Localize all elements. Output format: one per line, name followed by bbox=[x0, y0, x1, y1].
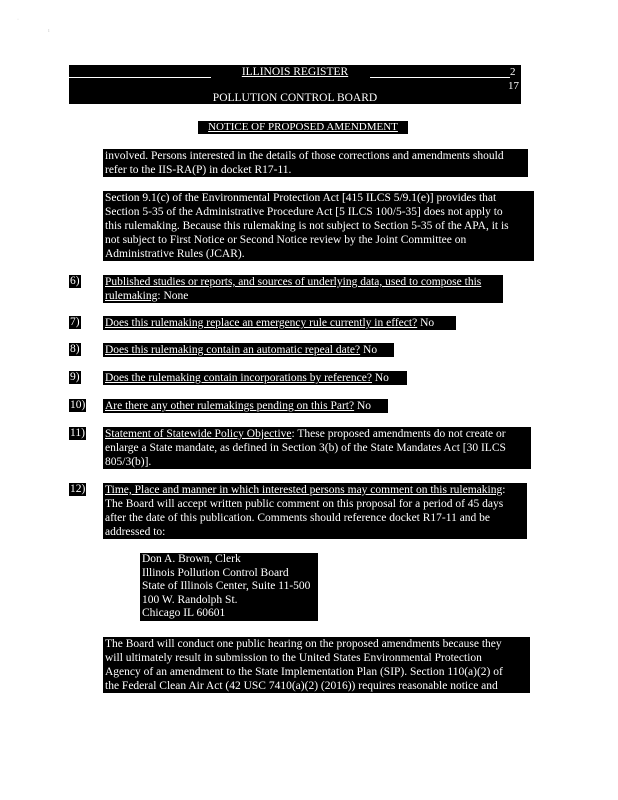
item-number-12: 12) bbox=[70, 483, 86, 495]
scan-speck: · bbox=[17, 17, 19, 23]
item-8-text: Does this rulemaking contain an automatic repeal date? No bbox=[103, 343, 394, 357]
item-12-text: Time, Place and manner in which interested persons may comment on this rulemaking: The Board will accept written public comment on this proposal for a period of 45 days after the date of this publication. Comments should reference docket R17-11 and be addressed to: bbox=[103, 483, 527, 539]
intro-paragraph: involved. Persons interested in the details of those corrections and amendments should refer to the IIS-RA(P) in docket R17-11. bbox=[103, 149, 528, 177]
scan-speck: ı bbox=[48, 28, 50, 34]
item-number-6: 6) bbox=[70, 275, 80, 287]
notice-title: NOTICE OF PROPOSED AMENDMENT bbox=[198, 121, 408, 134]
item-number-11: 11) bbox=[70, 427, 85, 439]
item-number-9: 9) bbox=[70, 371, 80, 383]
item-6-text: Published studies or reports, and sources of underlying data, used to compose this rulemaking: None bbox=[103, 275, 503, 303]
item-number-8: 8) bbox=[70, 343, 80, 355]
item-9-text: Does the rulemaking contain incorporations by reference? No bbox=[103, 371, 407, 385]
section-paragraph: Section 9.1(c) of the Environmental Protection Act [415 ILCS 5/9.1(e)] provides that Section 5-35 of the Administrative Procedure Act [5 ILCS 100/5-35] does not apply to this rulemaking. Because this rulemaking is not subject to Section 5-35 of the APA, it is not subject to First Notice or Second Notice review by the Joint Committee on Administrative Rules (JCAR). bbox=[103, 191, 534, 261]
page-issue: 17 bbox=[508, 80, 519, 92]
page-volume: 2 bbox=[510, 66, 516, 78]
clerk-address: Don A. Brown, Clerk Illinois Pollution Control Board State of Illinois Center, Suite 11-500 100 W. Randolph St. Chicago IL 60601 bbox=[140, 553, 318, 621]
register-title: ILLINOIS REGISTER bbox=[241, 66, 349, 78]
hearing-paragraph: The Board will conduct one public hearing on the proposed amendments because they will ultimately result in submission to the United States Environmental Protection Agency of an amendment to the State Implementation Plan (SIP). Section 110(a)(2) of the Federal Clean Air Act (42 USC 7410(a)(2) (2016)) requires reasonable notice and bbox=[103, 637, 530, 693]
item-number-10: 10) bbox=[70, 399, 86, 411]
board-name: POLLUTION CONTROL BOARD bbox=[212, 92, 378, 104]
item-10-text: Are there any other rulemakings pending on this Part? No bbox=[103, 399, 388, 413]
item-11-text: Statement of Statewide Policy Objective: These proposed amendments do not create or enlarge a State mandate, as defined in Section 3(b) of the State Mandates Act [30 ILCS 805/3(b)]. bbox=[103, 427, 531, 469]
item-number-7: 7) bbox=[70, 316, 80, 328]
item-7-text: Does this rulemaking replace an emergency rule currently in effect? No bbox=[103, 316, 456, 330]
